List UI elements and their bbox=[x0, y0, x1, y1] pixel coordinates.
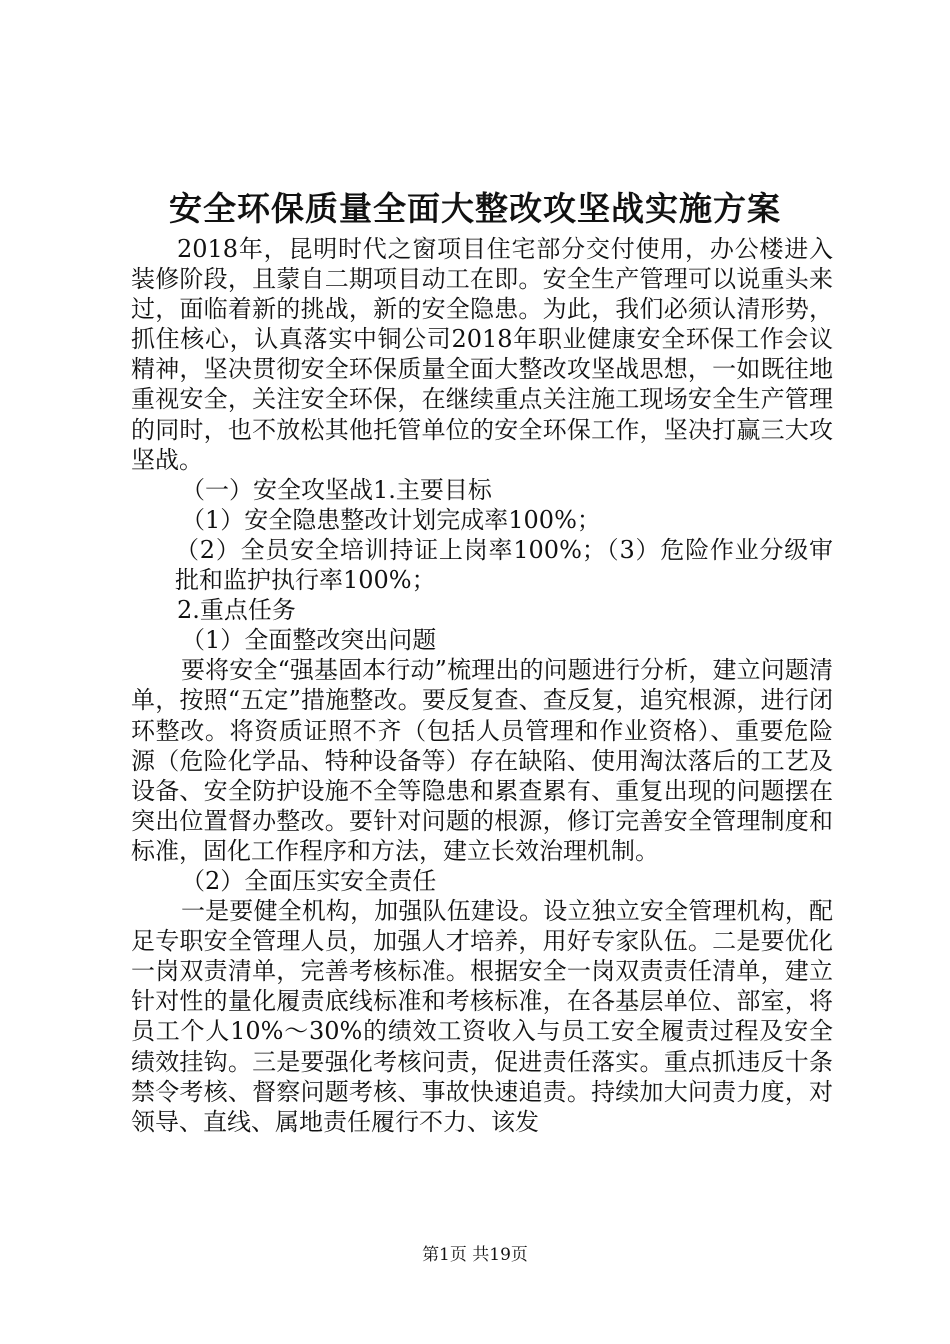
task-heading-2: （2）全面压实安全责任 bbox=[181, 866, 437, 895]
target-item-1: （1）安全隐患整改计划完成率100%； bbox=[181, 505, 601, 534]
page-number: 第1页 共19页 bbox=[422, 1245, 528, 1265]
target-item-2-3: （2）全员安全培训持证上岗率100%；（3）危险作业分级审批和监护执行率100%； bbox=[175, 535, 833, 595]
task-heading-1: （1）全面整改突出问题 bbox=[181, 626, 437, 655]
paragraph-intro: 2018年，昆明时代之窗项目住宅部分交付使用，办公楼进入装修阶段，且蒙自二期项目动工在即。安全生产管理可以说重头来过，面临着新的挑战，新的安全隐患。为此，我们必须认清形势，抓住核心，认真落实中铜公司2018年职业健康安全环保工作会议精神，坚决贯彻安全环保质量全面大整改攻坚战思想，一如既往地重视安全，关注安全环保，在继续重点关注施工现场安全生产管理的同时，也不放松其他托管单位的安全环保工作，坚决打赢三大攻坚战。 bbox=[131, 235, 833, 474]
document-body bbox=[131, 234, 833, 1137]
subheading-key-tasks: 2.重点任务 bbox=[177, 596, 296, 625]
section-heading-safety: （一）安全攻坚战1.主要目标 bbox=[181, 475, 492, 504]
paragraph-task-1: 要将安全“强基固本行动”梳理出的问题进行分析，建立问题清单，按照“五定”措施整改。要反复查、查反复，追究根源，进行闭环整改。将资质证照不齐（包括人员管理和作业资格）、重要危险源（危险化学品、特种设备等）存在缺陷、使用淘汰落后的工艺及设备、安全防护设施不全等隐患和累查累有、重复出现的问题摆在突出位置督办整改。要针对问题的根源，修订完善安全管理制度和标准，固化工作程序和方法，建立长效治理机制。 bbox=[131, 656, 833, 865]
document-title: 安全环保质量全面大整改攻坚战实施方案 bbox=[169, 189, 781, 228]
paragraph-task-2: 一是要健全机构，加强队伍建设。设立独立安全管理机构，配足专职安全管理人员，加强人才培养，用好专家队伍。二是要优化一岗双责清单，完善考核标准。根据安全一岗双责责任清单，建立针对性的量化履责底线标准和考核标准，在各基层单位、部室，将员工个人10%～30%的绩效工资收入与员工安全履责过程及安全绩效挂钩。三是要强化考核问责，促进责任落实。重点抓违反十条禁令考核、督察问题考核、事故快速追责。持续加大问责力度，对领导、直线、属地责任履行不力、该发 bbox=[131, 897, 833, 1136]
